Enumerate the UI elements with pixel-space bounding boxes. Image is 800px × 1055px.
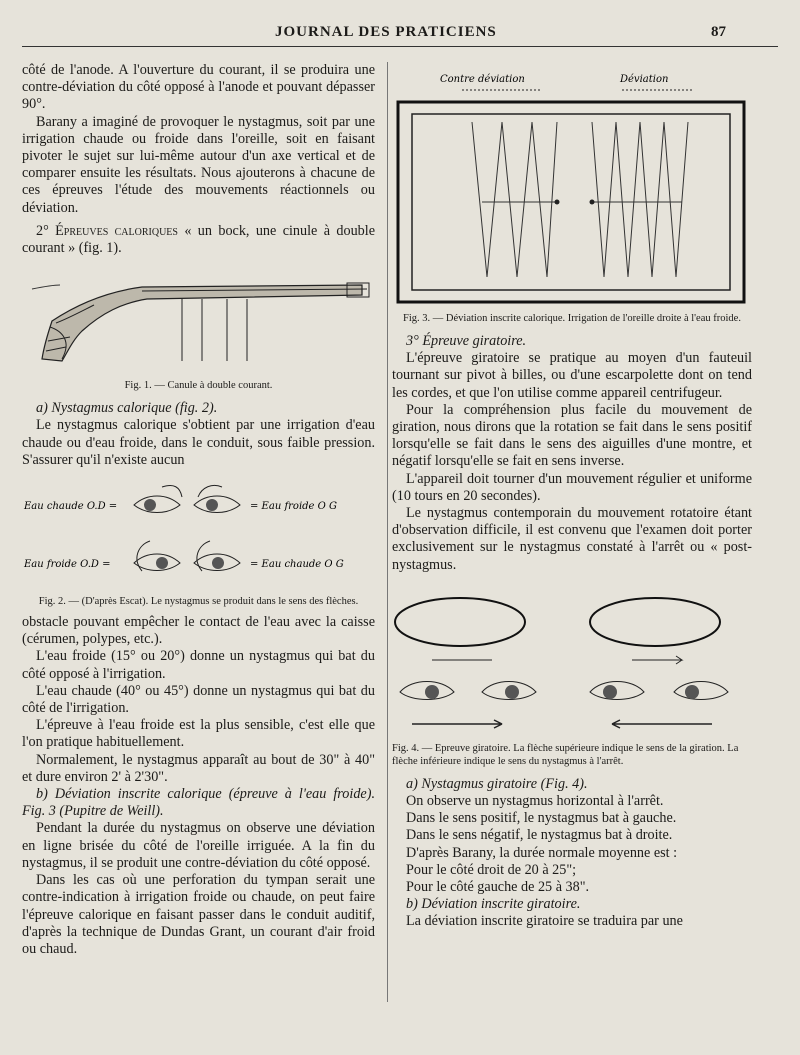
paragraph: Barany a imaginé de provoquer le nystagmus, soit par une irrigation chaude ou froide dans l'oreille, soit en faisant pivoter le sujet sur lui-même autour d'un axe vertical et de comparer ensuite les résultats. Nous ajouterons à chacune de ces épreuves l'étude des mouvements réactionnels ou déviation. [22,113,375,216]
right-column [392,62,752,931]
figure-1-canula [22,261,375,381]
fig3-point [590,200,595,205]
fig3-label: Contre déviation [440,74,525,85]
text-line: Pour le côté droit de 20 à 25"; [406,861,577,878]
arrow-icon [632,656,682,664]
paragraph: côté de l'anode. A l'ouverture du courant, il se produira une contre-déviation du côté opposé à l'anode et pouvant dépasser 90°. [22,62,375,113]
canula-stem-1 [182,299,202,361]
paragraph: Le nystagmus contemporain du mouvement rotatoire étant d'observation difficile, il est convenu que l'examen doit porter exclusivement sur le nystagmus constaté à l'arrêt ou « post-nystagmus. [392,505,752,573]
figure-2-caption: Fig. 2. — (D'après Escat). Le nystagmus se produit dans le sens des flèches. [38,596,359,608]
page-number: 87 [711,24,726,40]
text-line: Pour le côté gauche de 25 à 38". [406,879,590,896]
paragraph: L'épreuve giratoire se pratique au moyen d'un fauteuil tournant sur pivot à billes, ou d'une escarpolette dont on tend les cordes, et que l'on utilise comme appareil centrifugeur. [392,350,752,401]
rotation-ellipse [395,598,525,646]
eye-icon [134,541,180,571]
left-column [22,62,375,958]
subheading: a) Nystagmus giratoire (Fig. 4). [406,775,588,792]
eye-icon [400,681,454,699]
text-line: D'après Barany, la durée normale moyenne est : [406,844,678,861]
paragraph: L'appareil doit tourner d'un mouvement régulier et uniforme (10 tours en 20 secondes). [392,470,752,504]
eye-icon [590,681,644,699]
eye-icon [194,541,240,571]
paragraph: Pendant la durée du nystagmus on observe une déviation en ligne brisée du côté de l'oreille irriguée. A la fin du nystagmus, il se produit une contre-déviation du côté opposé. [22,820,375,871]
text-line: Dans le sens négatif, le nystagmus bat à droite. [406,827,673,844]
arrow-icon [412,720,502,728]
eye-icon [194,486,240,513]
arrow-icon [612,720,712,728]
figure-4-caption: Fig. 4. — Epreuve giratoire. La flèche supérieure indique le sens de la giration. La flèche inférieure indique le sens du nystagmus à l'arrêt. [392,742,739,767]
fig3-frame [398,102,744,302]
paragraph [22,223,375,257]
section-heading: 3° Épreuve giratoire. [406,333,527,349]
paragraph: Pour la compréhension plus facile du mouvement de giration, nous dirons que la rotation se fait dans le sens positif lorsqu'elle se fait dans le sens des aiguilles d'une montre, et négatif lorsqu'elle se fait en sens inverse. [392,401,752,470]
header-rule [22,46,778,47]
figure-1-caption: Fig. 1. — Canule à double courant. [124,380,273,392]
eye-icon [134,486,182,513]
fig2-label: = Eau froide O G [250,501,338,513]
text-line: Dans le sens positif, le nystagmus bat à gauche. [406,810,677,827]
fig3-point [555,200,560,205]
canula-tube [32,285,60,289]
fig3-zigzag-trace [472,122,688,277]
figure-3-deviation [392,62,752,310]
fig3-label: Déviation [620,74,669,85]
canula-stem-2 [227,299,247,361]
paragraph: La déviation inscrite giratoire se traduira par une [406,913,683,930]
column-rule [387,62,388,1002]
running-head: JOURNAL DES PRATICIENS [275,24,497,40]
section-heading: 2° Épreuves caloriques [36,222,178,239]
subheading: b) Déviation inscrite calorique (épreuve à l'eau froide). Fig. 3 (Pupitre de Weill). [22,786,375,820]
subheading: a) Nystagmus calorique (fig. 2). [36,400,218,417]
paragraph: Le nystagmus calorique s'obtient par une irrigation d'eau chaude ou d'eau froide, dans le conduit, sous faible pression. S'assurer qu'il n'existe aucun [22,417,375,468]
paragraph: L'eau froide (15° ou 20°) donne un nystagmus qui bat du côté opposé à l'irrigation. [22,648,375,682]
text-line: On observe un nystagmus horizontal à l'arrêt. [406,793,664,810]
figure-2-eyes [22,475,375,595]
figure-4-giratory [392,582,752,742]
fig2-label: = Eau chaude O G [250,559,344,571]
paragraph-text: « un bock, une cinule à double courant » (fig. 1). [22,222,376,257]
fig2-label: Eau froide O.D = [24,559,111,571]
subheading: b) Déviation inscrite giratoire. [406,896,581,913]
figure-3-caption: Fig. 3. — Déviation inscrite calorique. Irrigation de l'oreille droite à l'eau froide. [403,313,741,324]
paragraph: L'épreuve à l'eau froide est la plus sensible, c'est elle que l'on pratique habituellement. [22,717,375,751]
eye-icon [482,681,536,699]
eye-icon [674,681,728,699]
paragraph: obstacle pouvant empêcher le contact de l'eau avec la caisse (cérumen, polypes, etc.). [22,614,375,648]
paragraph: Dans les cas où une perforation du tympan serait une contre-indication à irrigation froide ou chaude, on peut faire l'épreuve calorique en faisant passer dans le conduit auditif, d'après la technique de Dundas Grant, un courant d'air froid ou chaud. [22,872,375,957]
paragraph: Normalement, le nystagmus apparaît au bout de 30" à 40" et dure environ 2' à 2'30". [22,751,375,785]
rotation-ellipse [590,598,720,646]
paragraph: L'eau chaude (40° ou 45°) donne un nystagmus qui bat du côté de l'irrigation. [22,682,375,717]
fig2-label: Eau chaude O.D = [24,501,118,513]
